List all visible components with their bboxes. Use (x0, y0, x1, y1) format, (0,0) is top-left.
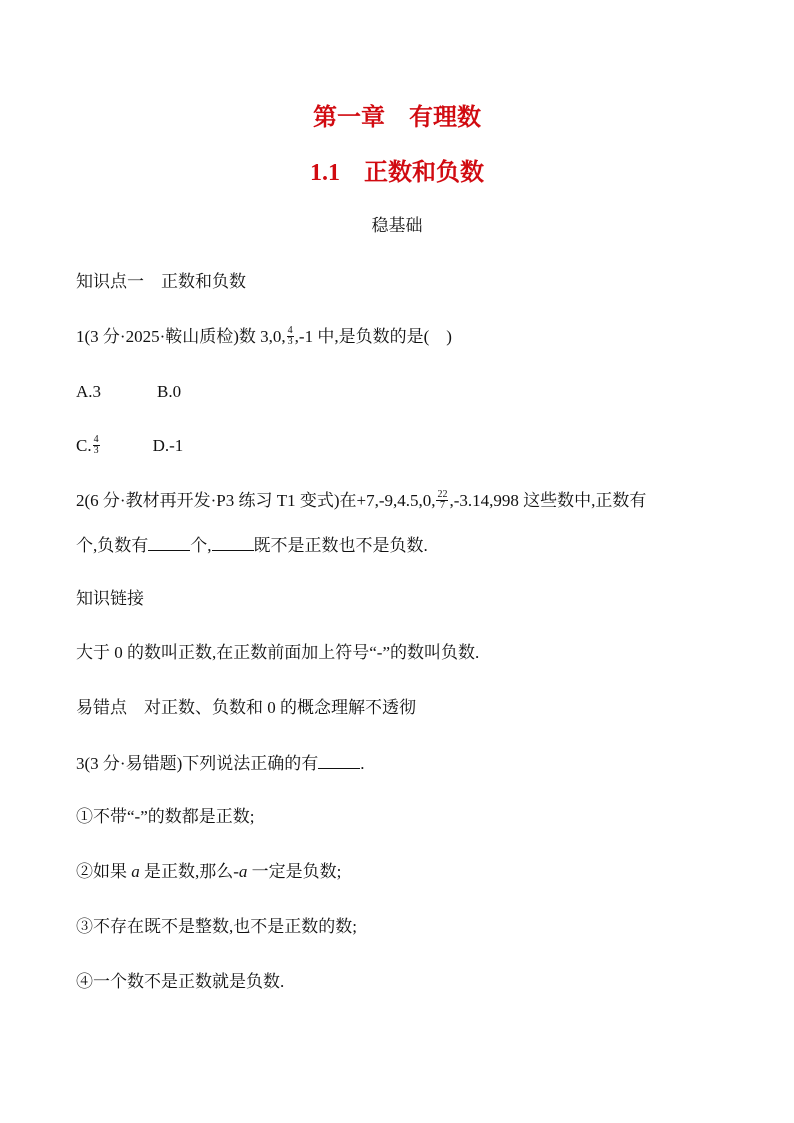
q1-option-c-num: 4 (93, 433, 99, 445)
q2-line2-c: 既不是正数也不是负数. (253, 536, 428, 555)
q1-option-b: B.0 (157, 382, 182, 401)
q1-frac-den: 3 (287, 335, 293, 347)
q2-fraction (436, 490, 448, 511)
q1-option-c-prefix: C. (76, 436, 92, 455)
q1-options-row-2 (76, 435, 183, 458)
knowledge-link-heading: 知识链接 (76, 589, 144, 608)
q2-blank-negative[interactable] (148, 534, 190, 551)
q2-frac-den: 7 (439, 499, 445, 511)
q3-statement-2 (76, 861, 341, 883)
q1-option-c (76, 433, 101, 456)
question-2-stem (76, 490, 646, 513)
error-point-heading: 易错点 对正数、负数和 0 的概念理解不透彻 (76, 698, 416, 717)
q3-statement-4: ④一个数不是正数就是负数. (76, 972, 285, 991)
q1-options-row-1 (76, 381, 181, 403)
q2-line2-a: 个,负数有 (76, 536, 149, 555)
question-1-stem (76, 326, 452, 349)
q1-option-d: D.-1 (152, 436, 184, 455)
q2-blank-neither[interactable] (212, 534, 254, 551)
q2-frac-num: 22 (437, 488, 448, 500)
q3-blank[interactable] (318, 752, 360, 769)
q3-s2-var-1: a (131, 862, 140, 881)
level-label: 稳基础 (371, 216, 423, 235)
knowledge-link-text: 大于 0 的数叫正数,在正数前面加上符号“-”的数叫负数. (76, 643, 480, 662)
knowledge-point-heading: 知识点一 正数和负数 (76, 272, 246, 291)
q3-stem: 3(3 分·易错题)下列说法正确的有 (76, 754, 319, 773)
q3-stem-end: . (360, 754, 365, 773)
q1-text-a: 1(3 分·2025·鞍山质检)数 3,0, (76, 327, 286, 346)
q3-statement-3: ③不存在既不是整数,也不是正数的数; (76, 917, 357, 936)
q2-text-b: ,-3.14,998 这些数中,正数有 (449, 491, 647, 510)
question-2-line-2 (76, 534, 428, 557)
question-3-stem (76, 752, 364, 775)
q2-line2-b: 个, (190, 536, 212, 555)
q1-frac-num: 4 (287, 324, 293, 336)
q2-text-a: 2(6 分·教材再开发·P3 练习 T1 变式)在+7,-9,4.5,0, (76, 491, 436, 510)
q1-option-a: A.3 (76, 382, 102, 401)
section-title: 1.1 正数和负数 (310, 160, 484, 186)
q3-s2-b: 是正数,那么- (139, 862, 239, 881)
q1-fraction (287, 326, 294, 347)
q3-statement-1: ①不带“-”的数都是正数; (76, 807, 255, 826)
q3-s2-c: 一定是负数; (247, 862, 342, 881)
q1-option-c-den: 3 (93, 444, 99, 456)
chapter-title: 第一章 有理数 (313, 105, 481, 131)
q1-text-b: ,-1 中,是负数的是( ) (294, 327, 452, 346)
q1-option-c-fraction (93, 435, 100, 456)
q3-s2-a: ②如果 (76, 862, 132, 881)
q3-s2-var-2: a (238, 862, 248, 881)
